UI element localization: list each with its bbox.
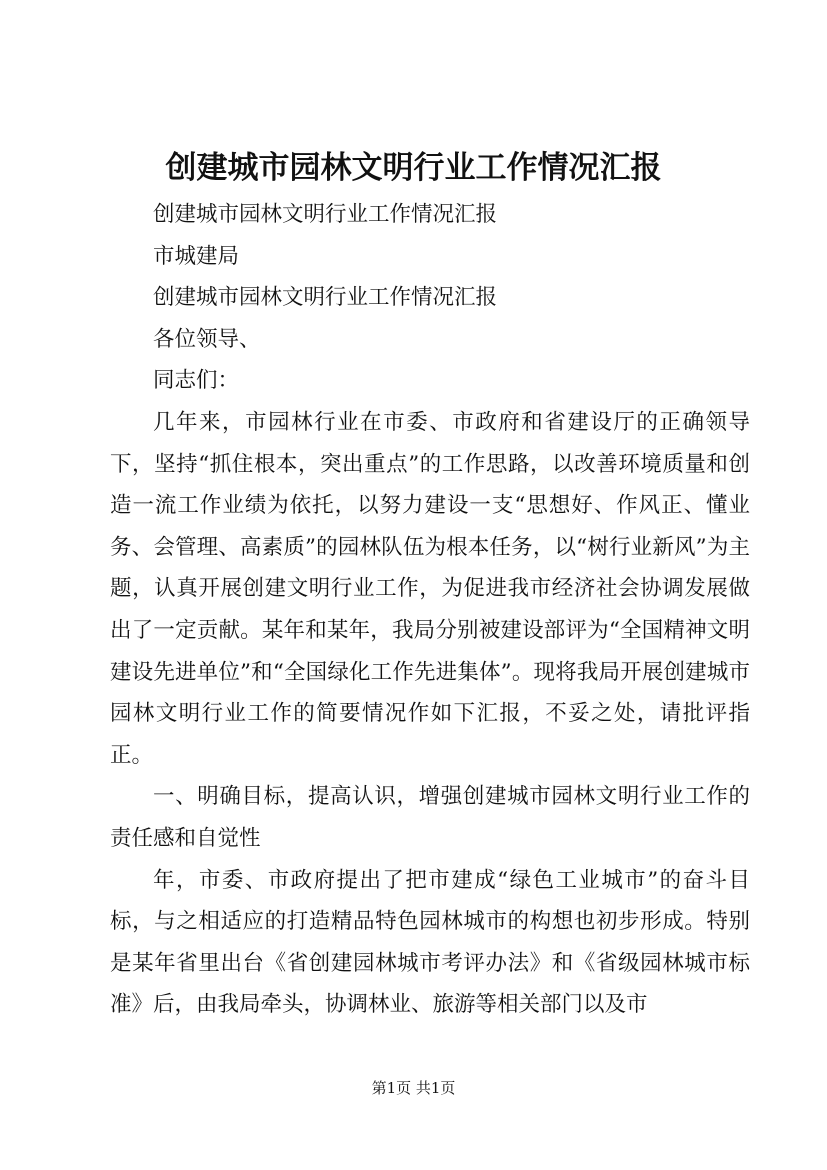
paragraph-heading-repeat-2: 创建城市园林文明行业工作情况汇报 xyxy=(153,285,498,311)
paragraph-heading-repeat: 创建城市园林文明行业工作情况汇报 xyxy=(153,202,498,227)
paragraph-author: 市城建局 xyxy=(153,243,240,269)
document-body xyxy=(110,194,750,1026)
paragraph-salutation-comrades: 同志们： xyxy=(153,368,240,394)
document-title: 创建城市园林文明行业工作情况汇报 xyxy=(165,150,662,186)
paragraph-section-heading-1: 一、明确目标，提高认识，增强创建城市园林文明行业工作的责任感和自觉性 xyxy=(110,784,750,851)
paragraph-introduction: 几年来，市园林行业在市委、市政府和省建设厅的正确领导下，坚持“抓住根本，突出重点”的工作思路，以改善环境质量和创造一流工作业绩为依托，以努力建设一支“思想好、作风正、懂业务、会管理、高素质”的园林队伍为根本任务，以“树行业新风”为主题，认真开展创建文明行业工作，为促进我市经济社会协调发展做出了一定贡献。某年和某年，我局分别被建设部评为“全国精神文明建设先进单位”和“全国绿化工作先进集体”。现将我局开展创建城市园林文明行业工作的简要情况作如下汇报，不妥之处，请批评指正。 xyxy=(110,409,750,768)
paragraph-salutation-leaders: 各位领导、 xyxy=(153,326,261,352)
page-number-footer: 第1页 共1页 xyxy=(371,1079,456,1097)
paragraph-section-1-body: 年，市委、市政府提出了把市建成“绿色工业城市”的奋斗目标，与之相适应的打造精品特色园林城市的构想也初步形成。特别是某年省里出台《省创建园林城市考评办法》和《省级园林城市标准》后，由我局牵头，协调林业、旅游等相关部门以及市 xyxy=(110,867,750,1018)
